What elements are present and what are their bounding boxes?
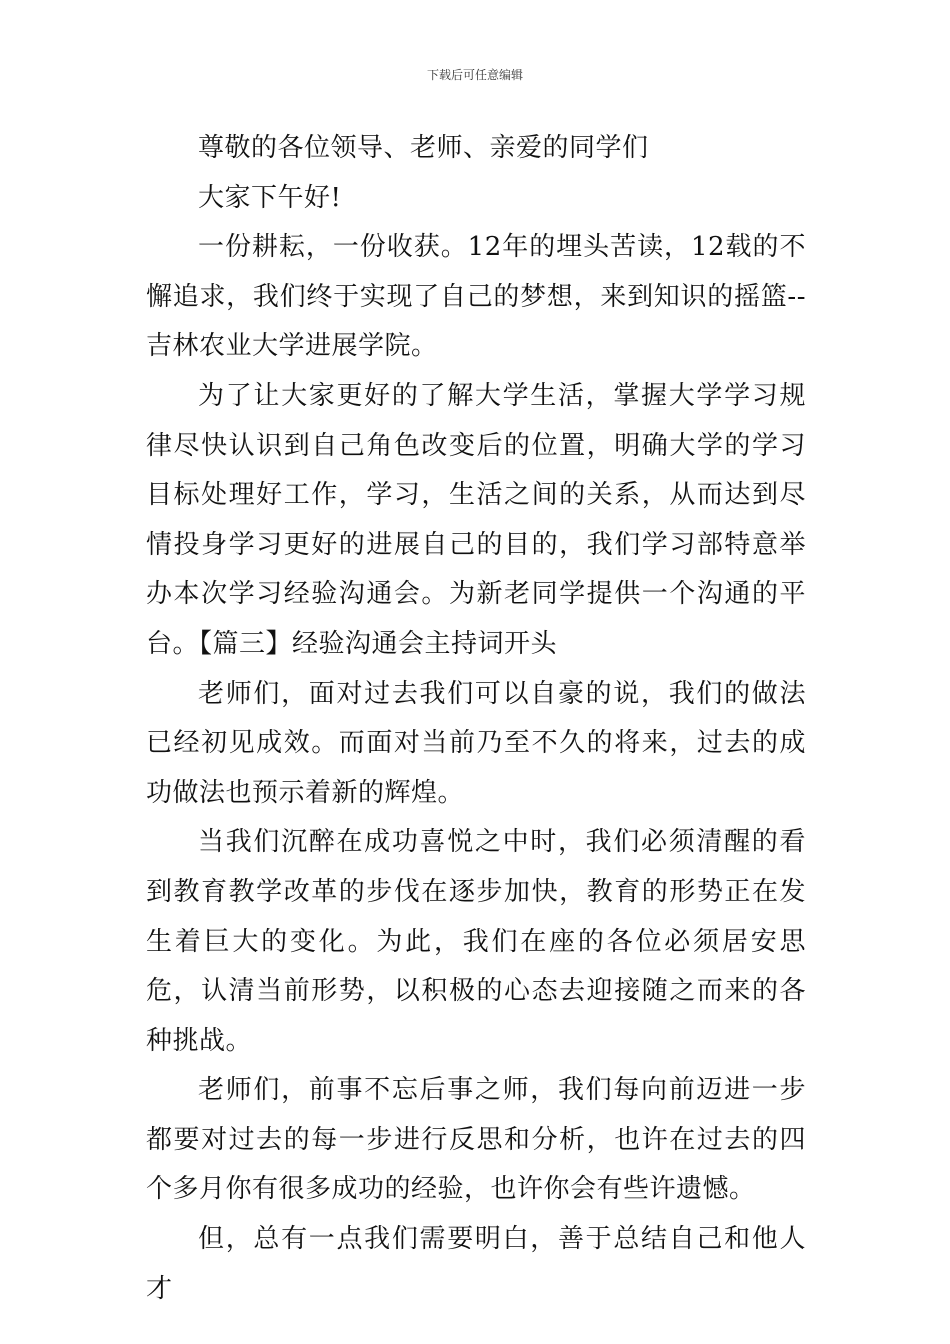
header-note: 下载后可任意编辑 xyxy=(426,68,523,82)
paragraph-salutation: 大家下午好! xyxy=(198,182,342,213)
paragraph: 但，总有一点我们需要明白，善于总结自己和他人才 xyxy=(146,1224,806,1304)
paragraph: 老师们，面对过去我们可以自豪的说，我们的做法已经初见成效。而面对当前乃至不久的将来，过去的成功做法也预示着新的辉煌。 xyxy=(146,678,806,808)
paragraph: 为了让大家更好的了解大学生活，掌握大学学习规律尽快认识到自己角色改变后的位置，明确大学的学习目标处理好工作，学习，生活之间的关系，从而达到尽情投身学习更好的进展自己的目的，我们学习部特意举办本次学习经验沟通会。为新老同学提供一个沟通的平台。【篇三】经验沟通会主持词开头 xyxy=(146,380,806,659)
paragraph: 老师们，前事不忘后事之师，我们每向前迈进一步都要对过去的每一步进行反思和分析，也许在过去的四个多月你有很多成功的经验，也许你会有些许遗憾。 xyxy=(146,1075,806,1205)
paragraph: 当我们沉醉在成功喜悦之中时，我们必须清醒的看到教育教学改革的步伐在逐步加快，教育的形势正在发生着巨大的变化。为此，我们在座的各位必须居安思危，认清当前形势，以积极的心态去迎接随之而来的各种挑战。 xyxy=(146,827,806,1056)
paragraph: 一份耕耘，一份收获。12年的埋头苦读，12载的不懈追求，我们终于实现了自己的梦想，来到知识的摇篮--吉林农业大学进展学院。 xyxy=(146,232,806,362)
document-body xyxy=(146,124,806,1314)
paragraph-greeting: 尊敬的各位领导、老师、亲爱的同学们 xyxy=(198,133,649,163)
